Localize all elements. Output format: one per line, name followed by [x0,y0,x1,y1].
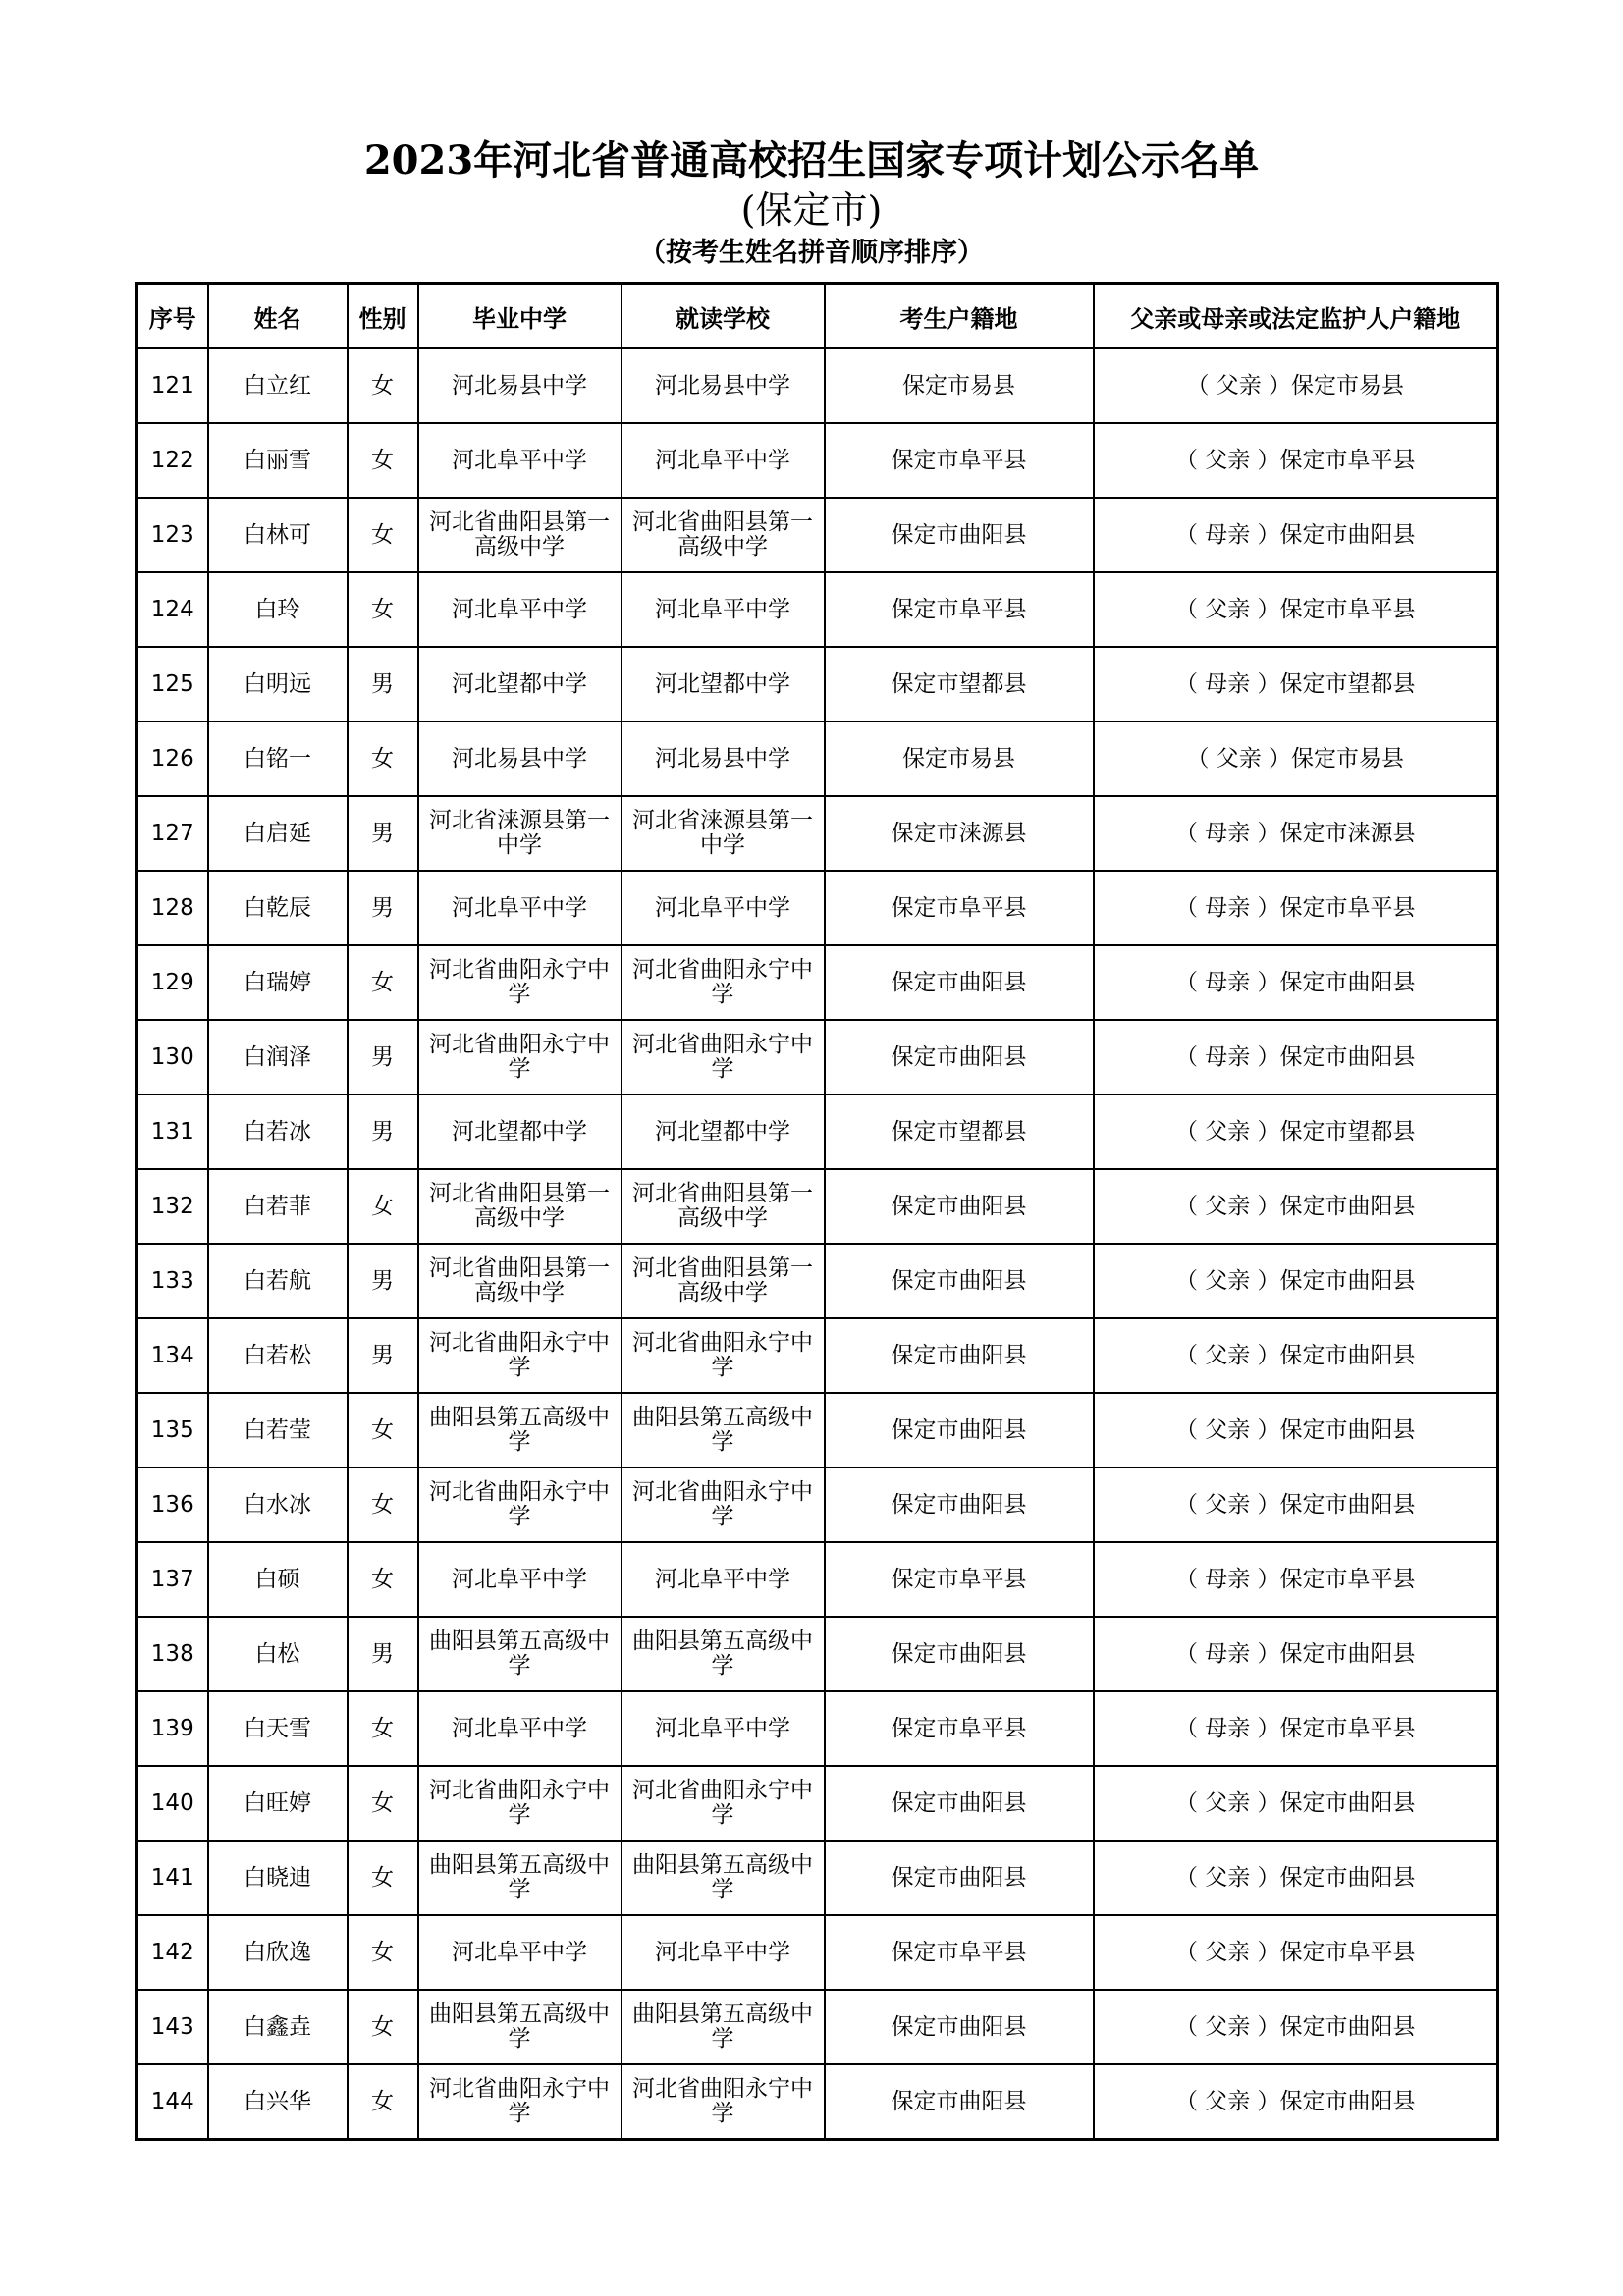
cell-grad-school: 河北易县中学 [418,348,622,423]
table-row [137,1244,1498,1318]
cell-seq: 123 [137,498,208,572]
cell-household: 保定市曲阳县 [825,1020,1094,1095]
cell-name: 白玲 [208,572,348,647]
cell-name: 白立红 [208,348,348,423]
cell-seq: 143 [137,1990,208,2064]
table-row [137,348,1498,423]
cell-name: 白林可 [208,498,348,572]
cell-household: 保定市曲阳县 [825,1841,1094,1915]
cell-name: 白铭一 [208,721,348,796]
cell-seq: 140 [137,1766,208,1841]
cell-current-school: 河北省曲阳永宁中学 [622,1318,825,1393]
cell-name: 白瑞婷 [208,945,348,1020]
cell-grad-school: 河北省曲阳永宁中学 [418,1766,622,1841]
cell-grad-school: 河北省曲阳县第一高级中学 [418,1169,622,1244]
cell-household: 保定市望都县 [825,647,1094,721]
cell-gender: 女 [348,1915,418,1990]
cell-grad-school: 河北省曲阳永宁中学 [418,2064,622,2140]
cell-current-school: 曲阳县第五高级中学 [622,1617,825,1691]
cell-guardian-household: （ 母亲 ）保定市阜平县 [1094,1691,1498,1766]
cell-guardian-household: （ 父亲 ）保定市曲阳县 [1094,1244,1498,1318]
cell-guardian-household: （ 父亲 ）保定市曲阳县 [1094,1318,1498,1393]
cell-name: 白硕 [208,1542,348,1617]
cell-household: 保定市望都县 [825,1095,1094,1169]
cell-guardian-household: （ 父亲 ）保定市望都县 [1094,1095,1498,1169]
col-header-guardian-household: 父亲或母亲或法定监护人户籍地 [1094,284,1498,349]
cell-current-school: 河北省曲阳永宁中学 [622,1020,825,1095]
cell-seq: 132 [137,1169,208,1244]
cell-household: 保定市易县 [825,721,1094,796]
cell-name: 白明远 [208,647,348,721]
cell-name: 白若菲 [208,1169,348,1244]
table-row [137,1691,1498,1766]
cell-gender: 男 [348,796,418,871]
cell-current-school: 河北易县中学 [622,348,825,423]
cell-seq: 131 [137,1095,208,1169]
cell-seq: 128 [137,871,208,945]
cell-household: 保定市曲阳县 [825,2064,1094,2140]
table-row [137,1468,1498,1542]
cell-guardian-household: （ 父亲 ）保定市曲阳县 [1094,1841,1498,1915]
cell-gender: 女 [348,1766,418,1841]
cell-grad-school: 河北省曲阳永宁中学 [418,945,622,1020]
cell-seq: 130 [137,1020,208,1095]
cell-grad-school: 河北省曲阳县第一高级中学 [418,1244,622,1318]
cell-guardian-household: （ 父亲 ）保定市阜平县 [1094,423,1498,498]
cell-household: 保定市曲阳县 [825,1766,1094,1841]
cell-grad-school: 河北省曲阳永宁中学 [418,1318,622,1393]
cell-grad-school: 河北望都中学 [418,647,622,721]
cell-name: 白若航 [208,1244,348,1318]
cell-guardian-household: （ 母亲 ）保定市曲阳县 [1094,1020,1498,1095]
cell-grad-school: 曲阳县第五高级中学 [418,1617,622,1691]
cell-gender: 女 [348,572,418,647]
cell-household: 保定市阜平县 [825,1691,1094,1766]
document-subtitle: (保定市) [740,188,883,232]
cell-seq: 127 [137,796,208,871]
table-row [137,721,1498,796]
cell-current-school: 河北省曲阳县第一高级中学 [622,1244,825,1318]
sort-note: （按考生姓名拼音顺序排序） [639,238,984,268]
cell-current-school: 河北省曲阳县第一高级中学 [622,1169,825,1244]
cell-current-school: 河北省涞源县第一中学 [622,796,825,871]
cell-grad-school: 河北阜平中学 [418,423,622,498]
cell-gender: 女 [348,1691,418,1766]
table-row [137,945,1498,1020]
table-row [137,1990,1498,2064]
cell-name: 白松 [208,1617,348,1691]
cell-grad-school: 河北阜平中学 [418,1915,622,1990]
cell-gender: 女 [348,1542,418,1617]
cell-current-school: 河北省曲阳永宁中学 [622,2064,825,2140]
table-row [137,1393,1498,1468]
cell-household: 保定市曲阳县 [825,1990,1094,2064]
cell-household: 保定市易县 [825,348,1094,423]
cell-grad-school: 河北阜平中学 [418,1542,622,1617]
cell-household: 保定市阜平县 [825,572,1094,647]
cell-guardian-household: （ 父亲 ）保定市曲阳县 [1094,1990,1498,2064]
cell-seq: 121 [137,348,208,423]
table-row [137,572,1498,647]
table-row [137,1766,1498,1841]
col-header-seq: 序号 [137,284,208,349]
table-row [137,647,1498,721]
cell-guardian-household: （ 父亲 ）保定市曲阳县 [1094,1169,1498,1244]
cell-current-school: 河北阜平中学 [622,1691,825,1766]
cell-gender: 女 [348,2064,418,2140]
cell-name: 白天雪 [208,1691,348,1766]
table-row [137,1915,1498,1990]
table-body [137,348,1498,2140]
cell-gender: 女 [348,1841,418,1915]
cell-gender: 男 [348,647,418,721]
cell-guardian-household: （ 母亲 ）保定市望都县 [1094,647,1498,721]
cell-name: 白旺婷 [208,1766,348,1841]
document-title: 2023年河北省普通高校招生国家专项计划公示名单 [363,137,1260,184]
cell-current-school: 河北阜平中学 [622,871,825,945]
cell-gender: 男 [348,1617,418,1691]
table-row [137,1020,1498,1095]
cell-current-school: 河北阜平中学 [622,1542,825,1617]
cell-seq: 124 [137,572,208,647]
cell-gender: 女 [348,1468,418,1542]
cell-seq: 129 [137,945,208,1020]
cell-grad-school: 河北易县中学 [418,721,622,796]
cell-gender: 女 [348,1169,418,1244]
cell-grad-school: 河北省曲阳永宁中学 [418,1020,622,1095]
cell-household: 保定市曲阳县 [825,1169,1094,1244]
admission-list-table [135,282,1499,2141]
cell-household: 保定市阜平县 [825,423,1094,498]
cell-guardian-household: （ 父亲 ）保定市易县 [1094,348,1498,423]
col-header-current-school: 就读学校 [622,284,825,349]
cell-seq: 139 [137,1691,208,1766]
cell-household: 保定市涞源县 [825,796,1094,871]
cell-name: 白乾辰 [208,871,348,945]
cell-guardian-household: （ 母亲 ）保定市阜平县 [1094,1542,1498,1617]
cell-name: 白若莹 [208,1393,348,1468]
cell-current-school: 河北省曲阳永宁中学 [622,1766,825,1841]
cell-gender: 女 [348,1990,418,2064]
cell-guardian-household: （ 父亲 ）保定市易县 [1094,721,1498,796]
cell-gender: 女 [348,945,418,1020]
cell-grad-school: 曲阳县第五高级中学 [418,1393,622,1468]
cell-current-school: 曲阳县第五高级中学 [622,1841,825,1915]
cell-current-school: 河北省曲阳永宁中学 [622,945,825,1020]
cell-current-school: 河北阜平中学 [622,572,825,647]
cell-seq: 141 [137,1841,208,1915]
cell-guardian-household: （ 父亲 ）保定市阜平县 [1094,572,1498,647]
cell-seq: 133 [137,1244,208,1318]
document-header [0,135,1623,273]
cell-name: 白若冰 [208,1095,348,1169]
cell-household: 保定市阜平县 [825,1542,1094,1617]
cell-grad-school: 河北省曲阳县第一高级中学 [418,498,622,572]
cell-name: 白鑫垚 [208,1990,348,2064]
cell-name: 白欣逸 [208,1915,348,1990]
cell-gender: 女 [348,721,418,796]
cell-household: 保定市曲阳县 [825,498,1094,572]
cell-current-school: 河北望都中学 [622,1095,825,1169]
cell-grad-school: 河北阜平中学 [418,871,622,945]
cell-seq: 138 [137,1617,208,1691]
cell-gender: 女 [348,423,418,498]
cell-current-school: 河北省曲阳永宁中学 [622,1468,825,1542]
cell-seq: 135 [137,1393,208,1468]
cell-gender: 女 [348,1393,418,1468]
cell-seq: 134 [137,1318,208,1393]
cell-household: 保定市曲阳县 [825,1617,1094,1691]
table-row [137,871,1498,945]
table-row [137,1841,1498,1915]
cell-household: 保定市曲阳县 [825,1393,1094,1468]
cell-gender: 男 [348,1318,418,1393]
cell-seq: 125 [137,647,208,721]
cell-seq: 144 [137,2064,208,2140]
cell-grad-school: 河北阜平中学 [418,572,622,647]
cell-guardian-household: （ 母亲 ）保定市曲阳县 [1094,1617,1498,1691]
table-header-row [137,284,1498,349]
cell-grad-school: 河北省涞源县第一中学 [418,796,622,871]
cell-household: 保定市阜平县 [825,871,1094,945]
cell-current-school: 河北阜平中学 [622,1915,825,1990]
cell-gender: 男 [348,1095,418,1169]
col-header-grad-school: 毕业中学 [418,284,622,349]
cell-guardian-household: （ 母亲 ）保定市阜平县 [1094,871,1498,945]
table-row [137,423,1498,498]
table-row [137,1095,1498,1169]
cell-guardian-household: （ 母亲 ）保定市曲阳县 [1094,498,1498,572]
cell-guardian-household: （ 母亲 ）保定市曲阳县 [1094,945,1498,1020]
cell-seq: 136 [137,1468,208,1542]
cell-gender: 男 [348,871,418,945]
cell-guardian-household: （ 父亲 ）保定市曲阳县 [1094,1468,1498,1542]
cell-name: 白兴华 [208,2064,348,2140]
cell-gender: 女 [348,498,418,572]
cell-name: 白润泽 [208,1020,348,1095]
cell-gender: 男 [348,1244,418,1318]
cell-name: 白水冰 [208,1468,348,1542]
col-header-gender: 性别 [348,284,418,349]
cell-name: 白晓迪 [208,1841,348,1915]
cell-seq: 122 [137,423,208,498]
cell-guardian-household: （ 父亲 ）保定市曲阳县 [1094,2064,1498,2140]
table-row [137,1318,1498,1393]
cell-seq: 142 [137,1915,208,1990]
cell-name: 白启延 [208,796,348,871]
cell-grad-school: 河北阜平中学 [418,1691,622,1766]
cell-guardian-household: （ 父亲 ）保定市曲阳县 [1094,1766,1498,1841]
cell-guardian-household: （ 母亲 ）保定市涞源县 [1094,796,1498,871]
cell-name: 白丽雪 [208,423,348,498]
cell-current-school: 河北易县中学 [622,721,825,796]
cell-guardian-household: （ 父亲 ）保定市阜平县 [1094,1915,1498,1990]
cell-current-school: 河北阜平中学 [622,423,825,498]
col-header-household: 考生户籍地 [825,284,1094,349]
cell-household: 保定市曲阳县 [825,1244,1094,1318]
table-row [137,498,1498,572]
cell-seq: 126 [137,721,208,796]
cell-gender: 女 [348,348,418,423]
cell-grad-school: 曲阳县第五高级中学 [418,1841,622,1915]
table-row [137,796,1498,871]
cell-grad-school: 曲阳县第五高级中学 [418,1990,622,2064]
cell-guardian-household: （ 父亲 ）保定市曲阳县 [1094,1393,1498,1468]
cell-household: 保定市阜平县 [825,1915,1094,1990]
cell-current-school: 河北望都中学 [622,647,825,721]
cell-current-school: 曲阳县第五高级中学 [622,1990,825,2064]
cell-grad-school: 河北望都中学 [418,1095,622,1169]
col-header-name: 姓名 [208,284,348,349]
table-row [137,1617,1498,1691]
cell-gender: 男 [348,1020,418,1095]
cell-grad-school: 河北省曲阳永宁中学 [418,1468,622,1542]
table-row [137,1169,1498,1244]
cell-name: 白若松 [208,1318,348,1393]
cell-household: 保定市曲阳县 [825,1468,1094,1542]
table-row [137,1542,1498,1617]
cell-current-school: 曲阳县第五高级中学 [622,1393,825,1468]
cell-household: 保定市曲阳县 [825,945,1094,1020]
cell-current-school: 河北省曲阳县第一高级中学 [622,498,825,572]
cell-household: 保定市曲阳县 [825,1318,1094,1393]
cell-seq: 137 [137,1542,208,1617]
table-row [137,2064,1498,2140]
